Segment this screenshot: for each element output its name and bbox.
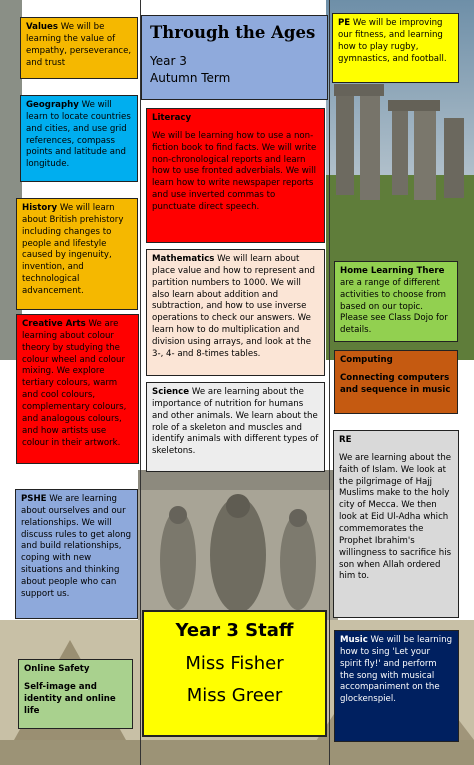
science-heading: Science [152, 387, 190, 397]
mathematics-text: We will learn about place value and how to represent and partition numbers to 1000. We will also learn about addition and subtraction, and how to use inverse operations to check our answers. We learn how to do multiplication and division using arrays, and look at the 3-, 4- and 8-times tables. [152, 254, 315, 359]
creative-arts-text: We are learning about colour theory by studying the colour wheel and colour mixing. We explore tertiary colours, warm and cool colours, complementary colours, and analogous colours, and how artists use colour in their artwork. [22, 319, 127, 448]
re-box [333, 430, 459, 618]
geography-text: We will learn to locate countries and cities, and use grid references, compass points and latitude and longitude. [26, 100, 131, 170]
online-safety-text: Self-image and identity and online life [24, 681, 116, 716]
music-text: We will be learning how to sing 'Let your spirit fly!' and perform the song with musical accompaniment on the glockenspiel. [340, 635, 453, 705]
literacy-heading: Literacy [152, 113, 192, 123]
geography-box [20, 95, 138, 182]
computing-box [334, 350, 458, 414]
computing-heading: Computing [340, 355, 393, 365]
geography-heading: Geography [26, 100, 79, 110]
science-text: We are learning about the importance of nutrition for humans and other animals. We learn about the role of a skeleton and muscles and identify animals with different types of skeletons. [152, 387, 319, 457]
pe-heading: PE [338, 18, 351, 28]
pe-box [332, 13, 459, 83]
home-learning-heading: Home Learning There [340, 266, 445, 276]
carving-image [138, 470, 338, 620]
literacy-text: We will be learning how to use a non-fiction book to find facts. We will write non-chronological reports and learn how to use fronted adverbials. We will learn how to write newspaper reports and use inverted commas to punctuate direct speech. [152, 130, 317, 213]
literacy-box [146, 108, 325, 243]
home-learning-text: are a range of different activities to choose from based on our topic. Please see Class Dojo for details. [340, 277, 448, 336]
column-rule-left [140, 0, 141, 765]
creative-arts-heading: Creative Arts [22, 319, 86, 329]
pe-text: We will be improving our fitness, and learning how to play rugby, gymnastics, and football. [338, 18, 447, 64]
values-heading: Values [26, 22, 58, 32]
online-safety-box [18, 659, 133, 729]
history-text: We will learn about British prehistory including changes to people and lifestyle caused by ingenuity, invention, and technological advancement. [22, 203, 124, 297]
music-box [334, 630, 459, 742]
online-safety-heading: Online Safety [24, 664, 90, 674]
values-text: We will be learning the value of empathy, perseverance, and trust [26, 22, 132, 68]
values-box [20, 17, 138, 79]
science-box [146, 382, 325, 472]
page-title: Through the Ages [150, 23, 316, 42]
pshe-box [15, 489, 138, 619]
creative-arts-box [16, 314, 139, 464]
staff-box [142, 610, 327, 737]
staff-name-1: Miss Fisher [185, 653, 284, 675]
computing-text: Connecting computers and sequence in music [340, 372, 451, 395]
title-box [141, 15, 328, 100]
staff-name-2: Miss Greer [186, 685, 283, 707]
home-learning-box [334, 261, 458, 342]
re-text: We are learning about the faith of Islam. We look at the pilgrimage of Hajj Muslims make to the holy city of Mecca. We then look at Eid Ul-Adha which commemorates the Prophet Ibrahim's willingness to sacrifice his son when Allah ordered him to. [339, 452, 452, 582]
pshe-text: We are learning about ourselves and our relationships. We will discuss rules to get along and build relationships, coping with new situations and thinking about people who can support us. [21, 494, 132, 599]
mathematics-heading: Mathematics [152, 254, 215, 264]
music-heading: Music [340, 635, 368, 645]
pshe-heading: PSHE [21, 494, 47, 504]
history-heading: History [22, 203, 58, 213]
history-box [16, 198, 138, 310]
re-heading: RE [339, 435, 352, 445]
column-rule-right [329, 0, 330, 765]
mathematics-box [146, 249, 325, 376]
year-label: Year 3 [150, 54, 187, 69]
staff-heading: Year 3 Staff [175, 620, 294, 641]
term-label: Autumn Term [150, 71, 231, 86]
